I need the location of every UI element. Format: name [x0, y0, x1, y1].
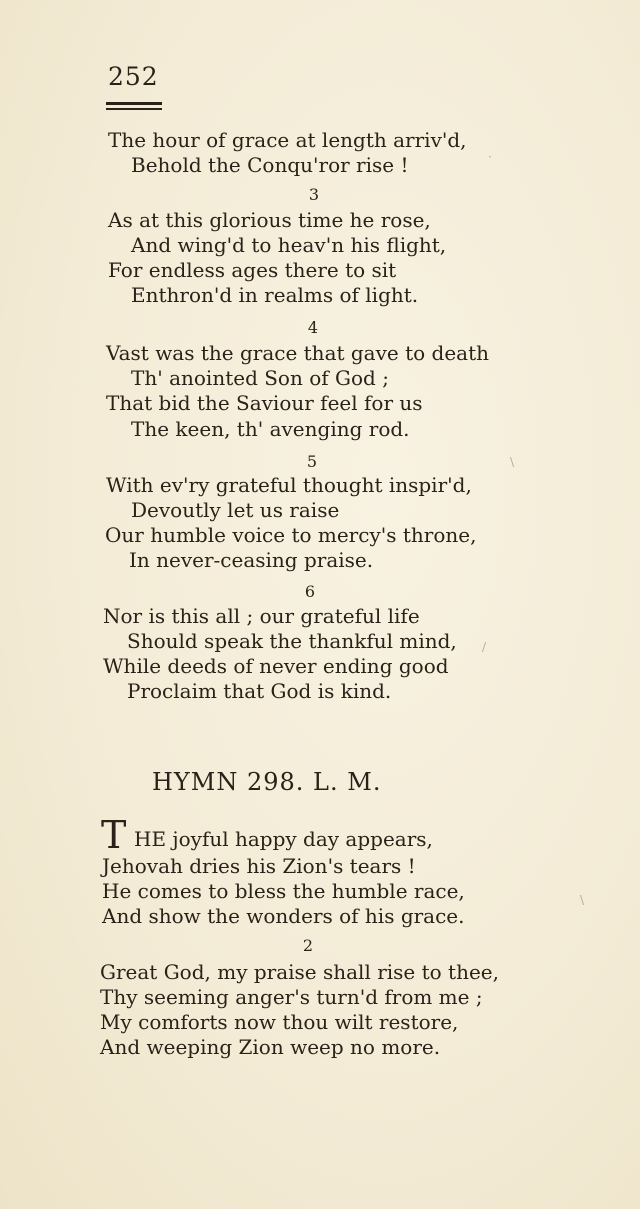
verse-line: Jehovah dries his Zion's tears ! [102, 854, 416, 878]
verse-line: Nor is this all ; our grateful life [103, 604, 420, 628]
verse-line: My comforts now thou wilt restore, [100, 1010, 459, 1034]
verse-line: The keen, th' avenging rod. [131, 417, 410, 441]
paper-speck: / [482, 640, 487, 654]
paper-speck: \ [510, 455, 515, 469]
verse-line: Enthron'd in realms of light. [131, 283, 419, 307]
verse-line: He comes to bless the humble race, [102, 879, 465, 903]
paper-speck: \ [580, 893, 585, 907]
stanza-number: 4 [307, 318, 319, 337]
verse-line: While deeds of never ending good [103, 654, 449, 678]
verse-line: HE joyful happy day appears, [134, 827, 433, 851]
header-rule-thin [106, 108, 162, 110]
page-number: 252 [108, 62, 159, 91]
verse-line: With ev'ry grateful thought inspir'd, [106, 473, 472, 497]
verse-line: Great God, my praise shall rise to thee, [100, 960, 500, 984]
verse-line: Thy seeming anger's turn'd from me ; [100, 985, 483, 1009]
verse-line: Devoutly let us raise [131, 498, 340, 522]
verse-line: And wing'd to heav'n his flight, [131, 233, 447, 257]
stanza-number: 6 [304, 582, 316, 601]
verse-line: Proclaim that God is kind. [127, 679, 392, 703]
stanza-number: 5 [306, 452, 318, 471]
verse-line: For endless ages there to sit [108, 258, 397, 282]
verse-line: In never-ceasing praise. [129, 548, 374, 572]
verse-line: Should speak the thankful mind, [127, 629, 457, 653]
hymn-title: HYMN 298. L. M. [152, 768, 382, 796]
header-rule [106, 102, 162, 105]
paper-speck: · [488, 150, 492, 164]
stanza-number: 3 [308, 185, 320, 204]
verse-line: And show the wonders of his grace. [102, 904, 465, 928]
stanza-number: 2 [302, 936, 314, 955]
verse-line: That bid the Saviour feel for us [106, 391, 423, 415]
verse-line: Vast was the grace that gave to death [106, 341, 490, 365]
verse-line: Th' anointed Son of God ; [131, 366, 389, 390]
verse-line: The hour of grace at length arriv'd, [108, 128, 467, 152]
verse-line: As at this glorious time he rose, [108, 208, 431, 232]
verse-line: Behold the Conqu'ror rise ! [131, 153, 409, 177]
verse-line: And weeping Zion weep no more. [100, 1035, 441, 1059]
drop-cap: T [101, 813, 127, 857]
verse-line: Our humble voice to mercy's throne, [105, 523, 477, 547]
